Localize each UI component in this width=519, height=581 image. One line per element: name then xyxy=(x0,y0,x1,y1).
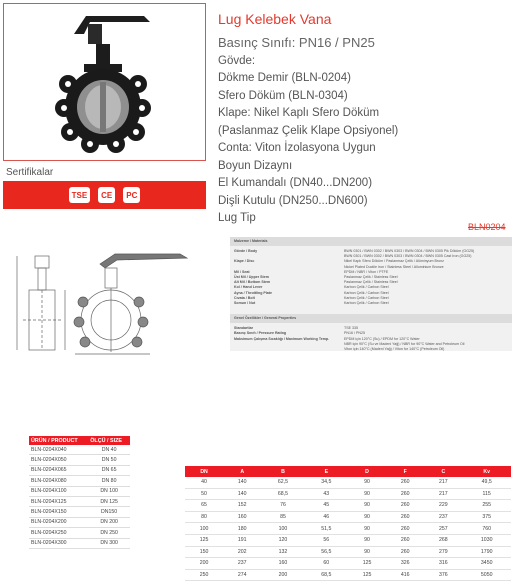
material-value: Karbon Çelik / Carbon Steel xyxy=(344,301,389,306)
table-cell: 1030 xyxy=(462,534,511,546)
table-cell: 1790 xyxy=(462,546,511,558)
table-row xyxy=(185,558,511,570)
table-cell: 237 xyxy=(223,558,261,570)
valve-technical-drawing xyxy=(5,236,210,356)
table-row xyxy=(185,500,511,512)
product-size: DN 250 xyxy=(88,528,130,538)
product-photo xyxy=(3,3,206,161)
table-cell: 326 xyxy=(386,558,424,570)
product-size: DN 80 xyxy=(88,476,130,486)
product-size: DN150 xyxy=(88,507,130,517)
table-cell: 90 xyxy=(348,477,386,488)
table-row xyxy=(29,455,130,465)
table-cell: 51,5 xyxy=(305,523,348,535)
table-cell: 260 xyxy=(386,546,424,558)
column-header: ÖLÇÜ / SIZE xyxy=(88,436,130,445)
product-code: BLN-0204X080 xyxy=(29,476,88,486)
product-code-table xyxy=(29,436,130,549)
table-cell: 5050 xyxy=(462,569,511,581)
table-cell: 49,5 xyxy=(462,477,511,488)
table-cell: 260 xyxy=(386,477,424,488)
table-cell: 260 xyxy=(386,500,424,512)
table-cell: 217 xyxy=(424,477,462,488)
property-value: PN16 / PN25 xyxy=(344,331,365,336)
product-code-tag: BLN0204 xyxy=(468,222,506,232)
table-cell: 34,5 xyxy=(305,477,348,488)
table-cell: 255 xyxy=(462,500,511,512)
table-header-row xyxy=(29,436,130,445)
column-header: DN xyxy=(185,466,223,477)
table-row xyxy=(29,486,130,496)
table-cell: 257 xyxy=(424,523,462,535)
table-cell: 140 xyxy=(223,488,261,500)
table-cell: 191 xyxy=(223,534,261,546)
table-cell: 3450 xyxy=(462,558,511,570)
product-size: DN 100 xyxy=(88,486,130,496)
table-header-row xyxy=(185,466,511,477)
table-cell: 90 xyxy=(348,546,386,558)
material-value: Karbon Çelik / Carbon Steel xyxy=(344,285,389,290)
property-value: Viton için 140°C (Madeni Yağ) / Viton for 140°C (Petroleum Oil) xyxy=(344,347,445,352)
table-row xyxy=(185,546,511,558)
table-cell: 62,5 xyxy=(261,477,304,488)
product-code: BLN-0204X200 xyxy=(29,517,88,527)
table-cell: 132 xyxy=(261,546,304,558)
material-key: Üst Mil / Upper Stem xyxy=(234,275,269,280)
property-row xyxy=(230,347,512,352)
table-cell: 416 xyxy=(386,569,424,581)
column-header: A xyxy=(223,466,261,477)
spec-line: Boyun Dizaynı xyxy=(218,159,293,172)
tse-logo: TSE xyxy=(69,187,91,203)
certificates-label: Sertifikalar xyxy=(6,167,54,178)
table-row xyxy=(185,488,511,500)
table-cell: 125 xyxy=(348,558,386,570)
spec-line: Gövde: xyxy=(218,54,256,67)
material-value: Nikel Kaplı Sfero Döküm / Paslanmaz Çelik / Alüminyum Bronz xyxy=(344,259,444,264)
table-cell: 376 xyxy=(424,569,462,581)
product-code: BLN-0204X040 xyxy=(29,445,88,455)
product-code: BLN-0204X300 xyxy=(29,538,88,548)
column-header: F xyxy=(386,466,424,477)
table-cell: 260 xyxy=(386,523,424,535)
pc-logo: PC xyxy=(123,187,140,203)
table-cell: 375 xyxy=(462,511,511,523)
ce-logo: CE xyxy=(98,187,115,203)
properties-header: Genel Özellikler / General Properties xyxy=(230,314,512,323)
column-header: E xyxy=(305,466,348,477)
column-header: B xyxy=(261,466,304,477)
table-cell: 260 xyxy=(386,488,424,500)
material-value: BWN 0301 / BWN 0302 / BWN 0303 / BWN 0304 / BWN 0305 Pik Döküm (GG25) xyxy=(344,249,475,253)
table-cell: 100 xyxy=(185,523,223,535)
butterfly-valve-image xyxy=(4,4,205,160)
spec-line: Dökme Demir (BLN-0204) xyxy=(218,72,351,84)
pressure-class: Basınç Sınıfı: PN16 / PN25 xyxy=(218,35,375,50)
table-row xyxy=(29,496,130,506)
table-cell: 150 xyxy=(185,546,223,558)
spec-line: (Paslanmaz Çelik Klape Opsiyonel) xyxy=(218,124,399,137)
table-cell: 200 xyxy=(185,558,223,570)
material-key: Gövde / Body xyxy=(234,249,258,253)
table-cell: 260 xyxy=(386,534,424,546)
table-cell: 80 xyxy=(185,511,223,523)
table-cell: 180 xyxy=(223,523,261,535)
table-cell: 217 xyxy=(424,488,462,500)
table-cell: 200 xyxy=(261,569,304,581)
material-key: Somun / Nut xyxy=(234,301,256,306)
table-cell: 90 xyxy=(348,534,386,546)
material-value: EPDM / NBR / Viton / PTFE xyxy=(344,269,389,274)
table-row xyxy=(29,517,130,527)
property-key: Standartlar xyxy=(234,326,253,331)
product-size: DN 300 xyxy=(88,538,130,548)
table-cell: 229 xyxy=(424,500,462,512)
material-value: Nickel Plated Ductile Iron / Stainless Steel / Alluminium Bronze xyxy=(344,264,444,269)
table-row xyxy=(185,569,511,581)
table-row xyxy=(29,507,130,517)
spec-line: Conta: Viton İzolasyona Uygun xyxy=(218,142,376,154)
product-code: BLN-0204X050 xyxy=(29,455,88,465)
table-cell: 85 xyxy=(261,511,304,523)
material-key: Cıvata / Bolt xyxy=(234,295,255,300)
spec-line: El Kumandalı (DN40...DN200) xyxy=(218,177,373,189)
spec-line: Lug Tip xyxy=(218,212,256,224)
product-code: BLN-0204X065 xyxy=(29,465,88,475)
table-cell: 90 xyxy=(348,511,386,523)
table-row xyxy=(185,511,511,523)
product-size: DN 125 xyxy=(88,496,130,506)
material-value: Karbon Çelik / Carbon Steel xyxy=(344,290,389,295)
table-cell: 90 xyxy=(348,523,386,535)
product-size: DN 65 xyxy=(88,465,130,475)
table-cell: 140 xyxy=(223,477,261,488)
spec-line: Klape: Nikel Kaplı Sfero Döküm xyxy=(218,107,380,119)
property-value: EPDM için 120°C (Su) / EPDM for 120°C Water xyxy=(344,336,420,341)
material-key: Alt Mil / Bottom Stem xyxy=(234,280,271,285)
table-cell: 45 xyxy=(305,500,348,512)
dimension-table xyxy=(185,466,511,581)
property-key xyxy=(234,347,344,352)
table-cell: 279 xyxy=(424,546,462,558)
column-header: D xyxy=(348,466,386,477)
table-cell: 65 xyxy=(185,500,223,512)
table-cell: 56,5 xyxy=(305,546,348,558)
table-cell: 760 xyxy=(462,523,511,535)
table-cell: 60 xyxy=(305,558,348,570)
column-header: Kv xyxy=(462,466,511,477)
table-cell: 260 xyxy=(386,511,424,523)
table-cell: 68,5 xyxy=(261,488,304,500)
property-value: NBR için 90°C (Su ve Madeni Yağ) / NBR for 90°C Water and Petroleum Oil xyxy=(344,341,465,346)
material-key: Ayna / Throttling Plate xyxy=(234,290,273,295)
table-cell: 50 xyxy=(185,488,223,500)
material-key: Mil / Seat xyxy=(234,269,250,274)
table-cell: 56 xyxy=(305,534,348,546)
column-header: ÜRÜN / PRODUCT xyxy=(29,436,88,445)
table-cell: 125 xyxy=(185,534,223,546)
table-row xyxy=(185,477,511,488)
material-key: Kol / Hand Lever xyxy=(234,285,263,290)
certificates-bar xyxy=(3,181,206,209)
material-value: Paslanmaz Çelik / Stainless Steel xyxy=(344,280,398,285)
table-row xyxy=(29,445,130,455)
product-size: DN 200 xyxy=(88,517,130,527)
technical-drawing xyxy=(5,236,210,356)
product-code: BLN-0204X150 xyxy=(29,507,88,517)
table-row xyxy=(29,465,130,475)
table-cell: 115 xyxy=(462,488,511,500)
table-cell: 40 xyxy=(185,477,223,488)
product-title: Lug Kelebek Vana xyxy=(218,11,332,27)
product-specs xyxy=(218,34,398,228)
product-size: DN 50 xyxy=(88,455,130,465)
table-cell: 68,5 xyxy=(305,569,348,581)
materials-table xyxy=(230,237,512,351)
product-code: BLN-0204X125 xyxy=(29,496,88,506)
property-key: Maksimum Çalışma Sıcaklığı / Maximum Working Temp. xyxy=(234,336,330,341)
property-value: TSE 335 xyxy=(344,326,358,331)
table-cell: 268 xyxy=(424,534,462,546)
table-cell: 274 xyxy=(223,569,261,581)
material-key: Klape / Disc xyxy=(234,259,255,264)
table-row xyxy=(29,476,130,486)
table-cell: 152 xyxy=(223,500,261,512)
product-code: BLN-0204X100 xyxy=(29,486,88,496)
column-header: C xyxy=(424,466,462,477)
material-value: BWN 0301 / BWN 0302 / BWN 0303 / BWN 0304 / BWN 0305 Cast Iron (GG25) xyxy=(344,254,472,259)
table-cell: 120 xyxy=(261,534,304,546)
table-row xyxy=(29,538,130,548)
table-cell: 316 xyxy=(424,558,462,570)
spec-line: Dişli Kutulu (DN250...DN600) xyxy=(218,194,368,207)
table-cell: 202 xyxy=(223,546,261,558)
table-cell: 160 xyxy=(223,511,261,523)
spec-line: Sfero Döküm (BLN-0304) xyxy=(218,89,348,102)
materials-header: Malzeme / Materials xyxy=(230,237,512,246)
table-cell: 43 xyxy=(305,488,348,500)
material-value: Karbon Çelik / Carbon Steel xyxy=(344,295,389,300)
table-cell: 125 xyxy=(348,569,386,581)
table-row xyxy=(185,534,511,546)
table-cell: 90 xyxy=(348,500,386,512)
table-cell: 160 xyxy=(261,558,304,570)
table-row xyxy=(185,523,511,535)
material-row xyxy=(230,301,512,306)
table-row xyxy=(29,528,130,538)
table-cell: 100 xyxy=(261,523,304,535)
table-cell: 76 xyxy=(261,500,304,512)
table-cell: 46 xyxy=(305,511,348,523)
table-cell: 250 xyxy=(185,569,223,581)
product-size: DN 40 xyxy=(88,445,130,455)
table-cell: 237 xyxy=(424,511,462,523)
table-cell: 90 xyxy=(348,488,386,500)
property-key: Basınç Sınıfı / Pressure Rating xyxy=(234,331,287,336)
product-code: BLN-0204X250 xyxy=(29,528,88,538)
material-value: Paslanmaz Çelik / Stainless Steel xyxy=(344,275,398,280)
